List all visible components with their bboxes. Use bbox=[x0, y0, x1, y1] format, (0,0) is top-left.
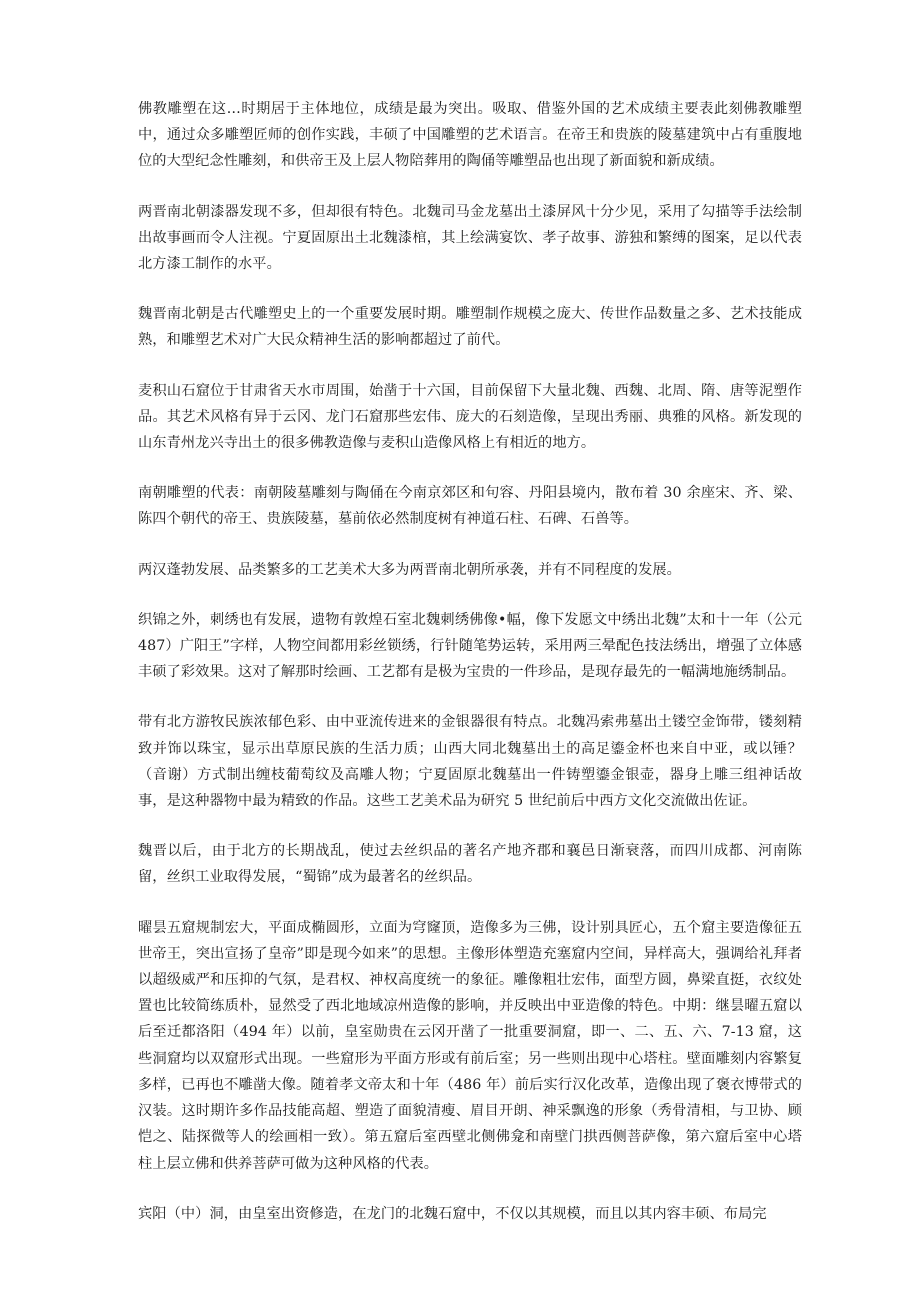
paragraph-2: 两晋南北朝漆器发现不多，但却很有特色。北魏司马金龙墓出土漆屏风十分少见，采用了勾描等手法绘制出故事画而令人注视。宁夏固原出土北魏漆棺，其上绘满宴饮、孝子故事、游独和繁缚的图案，足以代表北方漆工制作的水平。 bbox=[138, 203, 802, 273]
paragraph-8: 带有北方游牧民族浓郁色彩、由中亚流传进来的金银器很有特点。北魏冯索弗墓出土镂空金饰带，镂刻精致并饰以珠宝，显示出草原民族的生活力质；山西大同北魏墓出土的高足鎏金杯也来自中亚，或以锤？（音谢）方式制出缠枝葡萄纹及高雕人物；宁夏固原北魏墓出一件铸塑鎏金银壶，器身上雕三组神话故事，是这种器物中最为精致的作品。这些工艺美术品为研究 5 世纪前后中西方文化交流做出佐证。 bbox=[138, 714, 802, 810]
paragraph-6: 两汉蓬勃发展、品类繁多的工艺美术大多为两晋南北朝所承袭，并有不同程度的发展。 bbox=[138, 561, 681, 578]
paragraph-5: 南朝雕塑的代表：南朝陵墓雕刻与陶俑在今南京郊区和句容、丹阳县境内，散布着 30 余座宋、齐、梁、陈四个朝代的帝王、贵族陵墓，墓前依必然制度树有神道石柱、石碑、石兽等。 bbox=[138, 485, 802, 528]
paragraph-4: 麦积山石窟位于甘肃省天水市周围，始凿于十六国，目前保留下大量北魏、西魏、北周、隋、唐等泥塑作品。其艺术风格有异于云冈、龙门石窟那些宏伟、庞大的石刻造像，呈现出秀丽、典雅的风格。新发现的山东青州龙兴寺出土的很多佛教造像与麦积山造像风格上有相近的地方。 bbox=[138, 382, 802, 452]
paragraph-9: 魏晋以后，由于北方的长期战乱，使过去丝织品的著名产地齐郡和襄邑日渐衰落，而四川成都、河南陈留，丝织工业取得发展，“蜀锦”成为最著名的丝织品。 bbox=[138, 843, 802, 886]
paragraph-7: 织锦之外，刺绣也有发展，遗物有敦煌石室北魏刺绣佛像•幅，像下发愿文中绣出北魏”太和十一年（公元 487）广阳王”字样，人物空间都用彩丝锁绣，行针随笔势运转，采用两三晕配色技法绣出，增强了立体感丰硕了彩效果。这对了解那时绘画、工艺都有是极为宝贵的一件珍品，是现存最先的一幅满地施绣制品。 bbox=[138, 611, 802, 681]
paragraph-3: 魏晋南北朝是古代雕塑史上的一个重要发展时期。雕塑制作规模之庞大、传世作品数量之多、艺术技能成熟，和雕塑艺术对广大民众精神生活的影响都超过了前代。 bbox=[138, 306, 802, 349]
paragraph-1: 佛教雕塑在这…时期居于主体地位，成绩是最为突出。吸取、借鉴外国的艺术成绩主要表此刻佛教雕塑中，通过众多雕塑匠师的创作实践，丰硕了中国雕塑的艺术语言。在帝王和贵族的陵墓建筑中占有重腹地位的大型纪念性雕刻，和供帝王及上层人物陪葬用的陶俑等雕塑品也出现了新面貌和新成绩。 bbox=[138, 101, 802, 170]
paragraph-11: 宾阳（中）洞，由皇室出资修造，在龙门的北魏石窟中，不仅以其规模，而且以其内容丰硕、布局完 bbox=[138, 1205, 767, 1222]
paragraph-10: 曜昙五窟规制宏大，平面成椭圆形，立面为穹窿顶，造像多为三佛，设计别具匠心，五个窟主要造像征五世帝王，突出宣扬了皇帝”即是现今如来”的思想。主像形体塑造充塞窟内空间，异样高大，强调给礼拜者以超级威严和压抑的气氛，是君权、神权高度统一的象征。雕像粗壮宏伟，面型方圆，鼻梁直挺，衣纹处置也比较简练质朴，显然受了西北地域凉州造像的影响，并反映出中亚造像的特色。中期：继昙曜五窟以后至迁都洛阳（494 年）以前，皇室勋贵在云冈开凿了一批重要洞窟，即一、二、五、六、7-13 窟，这些洞窟均以双窟形式出现。一些窟形为平面方形或有前后室；另一些则出现中心塔柱。壁面雕刻内容繁复多样，已再也不雕凿大像。随着孝文帝太和十年（486 年）前后实行汉化改革，造像出现了褒衣博带式的汉装。这时期许多作品技能高超、塑造了面貌清瘦、眉目开朗、神采飘逸的形象（秀骨清相，与卫协、顾恺之、陆探微等人的绘画相一致）。第五窟后室西壁北侧佛龛和南壁门拱西侧菩萨像，第六窟后室中心塔柱上层立佛和供养菩萨可做为这种风格的代表。 bbox=[138, 919, 802, 1172]
